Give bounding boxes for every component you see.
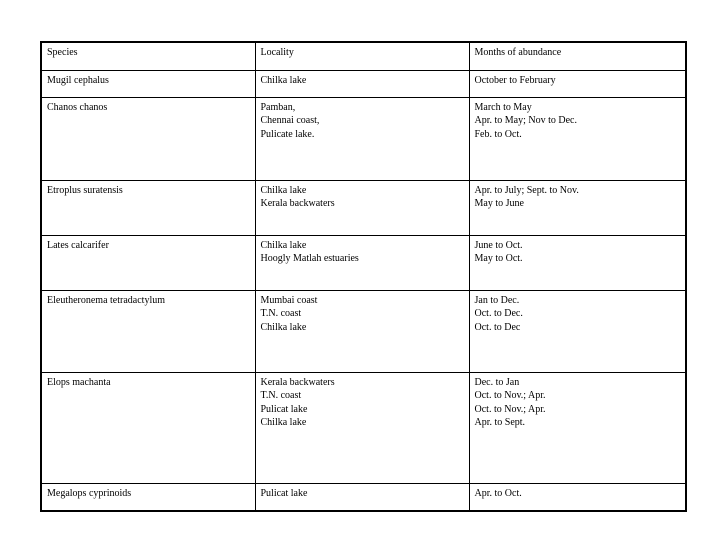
species-cell: Lates calcarifer [41, 235, 255, 290]
species-cell: Etroplus suratensis [41, 180, 255, 235]
header-species: Species [41, 42, 255, 70]
table-row [41, 372, 686, 483]
months-cell: March to May Apr. to May; Nov to Dec. Feb. to Oct. [469, 97, 686, 180]
locality-cell: Chilka lake [255, 70, 469, 97]
table-row [41, 290, 686, 372]
table-row [41, 70, 686, 97]
table-row [41, 180, 686, 235]
header-months: Months of abundance [469, 42, 686, 70]
header-locality: Locality [255, 42, 469, 70]
header-row [41, 42, 686, 70]
table-row [41, 97, 686, 180]
species-cell: Megalops cyprinoids [41, 483, 255, 511]
species-cell: Mugil cephalus [41, 70, 255, 97]
species-cell: Elops machanta [41, 372, 255, 483]
locality-cell: Pamban, Chennai coast, Pulicate lake. [255, 97, 469, 180]
locality-cell: Chilka lake Kerala backwaters [255, 180, 469, 235]
locality-cell: Chilka lake Hoogly Matlah estuaries [255, 235, 469, 290]
table-row [41, 235, 686, 290]
locality-cell: Kerala backwaters T.N. coast Pulicat lake Chilka lake [255, 372, 469, 483]
months-cell: Jan to Dec. Oct. to Dec. Oct. to Dec [469, 290, 686, 372]
months-cell: October to February [469, 70, 686, 97]
locality-cell: Pulicat lake [255, 483, 469, 511]
months-cell: Apr. to July; Sept. to Nov. May to June [469, 180, 686, 235]
species-cell: Chanos chanos [41, 97, 255, 180]
months-cell: June to Oct. May to Oct. [469, 235, 686, 290]
locality-cell: Mumbai coast T.N. coast Chilka lake [255, 290, 469, 372]
species-cell: Eleutheronema tetradactylum [41, 290, 255, 372]
table-row [41, 483, 686, 511]
fish-abundance-table [40, 41, 687, 512]
months-cell: Apr. to Oct. [469, 483, 686, 511]
months-cell: Dec. to Jan Oct. to Nov.; Apr. Oct. to Nov.; Apr. Apr. to Sept. [469, 372, 686, 483]
